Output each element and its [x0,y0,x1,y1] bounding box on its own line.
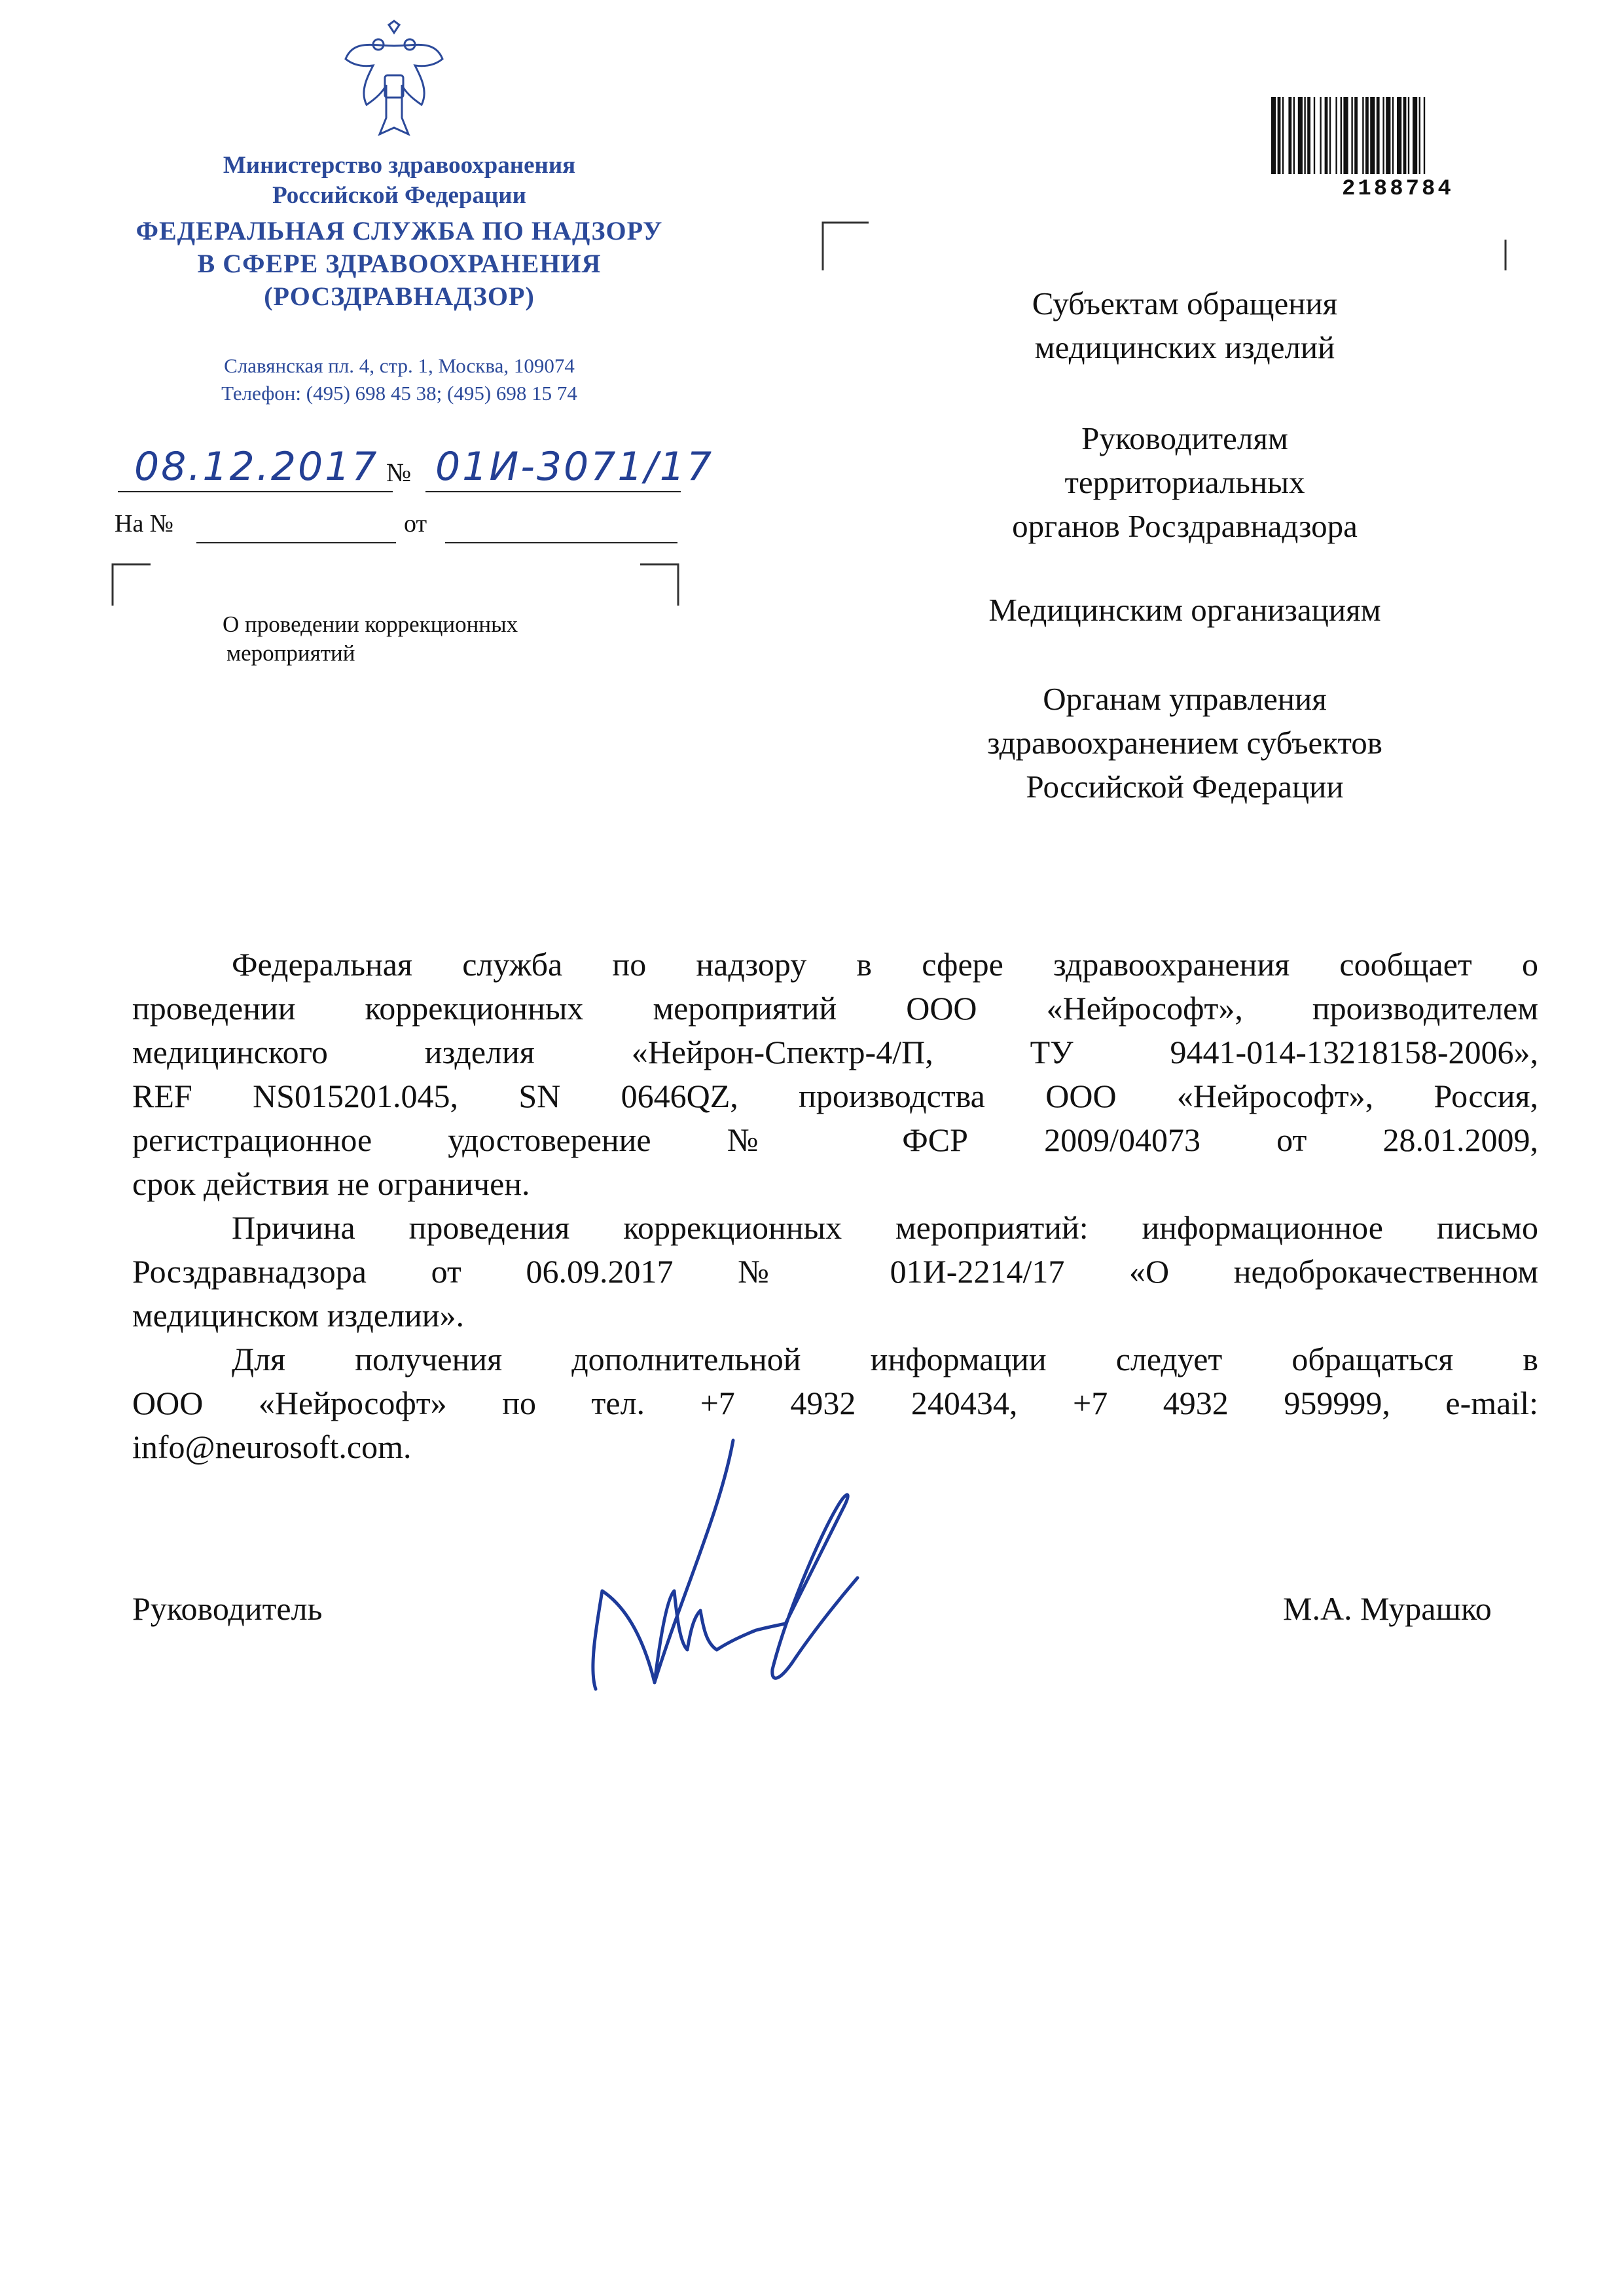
body-line: срок действия не ограничен. [132,1165,530,1202]
coat-of-arms-emblem [340,20,448,144]
ministry-name [164,151,635,211]
barcode-bar [1307,97,1310,174]
barcode-bar [1408,97,1409,174]
barcode-bar [1325,97,1328,174]
subject-line: О проведении коррекционных [223,611,518,637]
number-underline [425,490,681,494]
body-paragraph [132,943,1538,987]
barcode-bar [1370,97,1375,174]
recipient-line: здравоохранением субъектов [987,725,1382,761]
subject-line: мероприятий [226,640,355,666]
number-sign: № [386,458,412,487]
body-line-block [132,1030,1538,1074]
agency-line: В СФЕРЕ ЗДРАВООХРАНЕНИЯ [197,249,602,278]
recipient-line: органов Росздравнадзора [1012,508,1358,544]
body-line-block [132,1250,1538,1294]
body-line: Причина проведения коррекционных мероприятий: информационное письмо [232,1209,1538,1246]
reference-label: На № [115,510,174,538]
body-paragraph [132,1338,1538,1381]
handwritten-date: 08.12.2017 [134,444,379,490]
barcode-bar [1282,97,1284,174]
recipient-block [903,588,1466,632]
body-line-block [132,987,1538,1030]
barcode-bar [1304,97,1305,174]
barcode-number: 2188784 [1342,177,1454,202]
recipient-block [903,677,1466,809]
barcode-bar [1424,97,1425,174]
body-line-block [132,1294,1538,1338]
barcode-bar [1271,97,1276,174]
barcode-bar [1343,97,1348,174]
barcode-bar [1403,97,1407,174]
address-line: Славянская пл. 4, стр. 1, Москва, 109074 [224,354,575,377]
ministry-line: Российской Федерации [272,182,526,209]
barcode-bar [1354,97,1358,174]
recipient-block [903,282,1466,369]
date-underline [118,490,393,494]
body-line: Росздравнадзора от 06.09.2017 № 01И-2214/17 «О недоброкачественном [132,1253,1538,1290]
barcode-bar [1419,97,1420,174]
signatory-name: М.А. Мурашко [1283,1590,1492,1627]
barcode-bar [1298,97,1303,174]
body-line: регистрационное удостоверение № ФСР 2009/04073 от 28.01.2009, [132,1121,1538,1158]
barcode-bar [1335,97,1337,174]
agency-line: ФЕДЕРАЛЬНАЯ СЛУЖБА ПО НАДЗОРУ [135,216,663,246]
handwritten-signature [576,1434,943,1709]
barcode-bar [1293,97,1295,174]
barcode-bar [1397,97,1401,174]
body-line-block [132,1162,1538,1206]
recipient-line: Руководителям [1081,420,1288,456]
recipient-line: Медицинским организациям [988,592,1381,628]
recipient-block [903,416,1466,548]
barcode-bar [1382,97,1384,174]
body-line-block [132,1381,1538,1425]
body-line-block [132,1074,1538,1118]
letter-subject [223,610,615,668]
signatory-title: Руководитель [132,1590,323,1627]
body-line: Для получения дополнительной информации следует обращаться в [232,1341,1538,1377]
body-line: ООО «Нейрософт» по тел. +7 4932 240434, +7 4932 959999, e-mail: [132,1385,1538,1421]
barcode-bar [1365,97,1369,174]
barcode-bar [1341,97,1342,174]
barcode-bar [1362,97,1363,174]
body-line: проведении коррекционных мероприятий ООО «Нейрософт», производителем [132,990,1538,1027]
barcode-bar [1351,97,1352,174]
body-line: Федеральная служба по надзору в сфере здравоохранения сообщает о [232,946,1538,983]
ministry-line: Министерство здравоохранения [223,152,576,179]
reference-from-label: от [404,510,427,538]
barcode-bar [1320,97,1321,174]
barcode-bar [1377,97,1380,174]
body-line: медицинском изделии». [132,1297,464,1334]
reference-date-line [445,542,677,543]
barcode-bar [1329,97,1331,174]
letter-body [132,943,1538,1469]
recipient-line: медицинских изделий [1034,329,1335,365]
recipient-line: Органам управления [1043,681,1327,717]
barcode-bar [1413,97,1417,174]
address-line: Телефон: (495) 698 45 38; (495) 698 15 74 [221,382,577,405]
recipient-line: территориальных [1064,464,1305,500]
handwritten-number: 01И-3071/17 [435,444,714,490]
recipient-line: Субъектам обращения [1032,285,1338,321]
barcode-bar [1278,97,1281,174]
barcode-bar [1386,97,1390,174]
reference-number-line [196,542,396,543]
agency-line: (РОСЗДРАВНАДЗОР) [264,282,535,311]
body-line-block [132,1118,1538,1162]
subject-brackets [111,563,681,609]
barcode-bar [1288,97,1291,174]
body-paragraph [132,1206,1538,1250]
barcode-bar [1314,97,1315,174]
recipient-brackets [821,221,1515,274]
agency-address [118,352,681,407]
recipient-line: Российской Федерации [1026,769,1344,805]
body-line: REF NS015201.045, SN 0646QZ, производства ООО «Нейрософт», Россия, [132,1078,1538,1114]
body-line: медицинского изделия «Нейрон-Спектр-4/П, ТУ 9441-014-13218158-2006», [132,1034,1538,1070]
body-line: info@neurosoft.com. [132,1429,412,1465]
agency-name [118,215,681,313]
barcode-bar [1392,97,1394,174]
